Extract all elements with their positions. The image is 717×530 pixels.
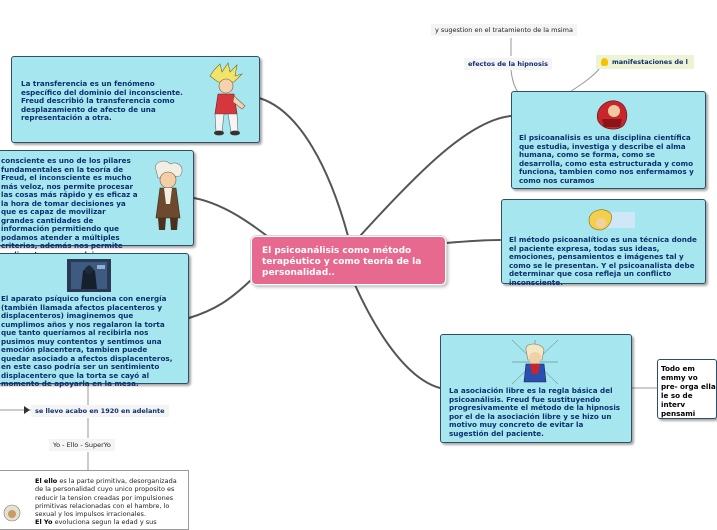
central-topic-text: El psicoanálisis como método terapéutico y como teoría de la personalidad.. bbox=[262, 246, 422, 278]
label-manifestaciones-text: manifestaciones de l bbox=[612, 58, 688, 66]
dark-character-illustration bbox=[67, 259, 111, 292]
yo-term: El Yo bbox=[35, 518, 53, 527]
node-todo-em[interactable] bbox=[657, 359, 717, 419]
arrow-right-icon bbox=[24, 406, 30, 414]
node-metodo-psicoanalitico-text: El método psicoanalítico es una técnica donde el paciente expresa, todas sus ideas, emociones, pensamientos e imágenes tal y como se le presentan. Y el psicoanalista debe determinar que cosa refleja un conflicto inconsciente. bbox=[509, 235, 697, 287]
node-ello-yo[interactable] bbox=[0, 470, 189, 530]
yo-text: evoluciona segun la edad y sus bbox=[52, 518, 157, 527]
lightbulb-icon bbox=[601, 58, 608, 66]
label-sugestion[interactable]: y sugestion en el tratamiento de la msima bbox=[431, 24, 577, 36]
cartoon-character-illustration bbox=[148, 160, 188, 232]
node-aparato-psiquico-text: El aparato psíquico funciona con energía (también llamada afectos placenteros y displacenteros) imaginemos que cumplimos años y nos regalaron la torta que tanto queríamos al recibirla nos pusimos muy contentos y sentimos una emoción placentera, tambien puede quedar asociado a afectos displacenteros, en este caso podría ser un sentimiento displacentero que la torta se cayó al momento de apoyarla en la mesa. bbox=[1, 294, 173, 388]
red-character-illustration bbox=[594, 97, 630, 133]
node-inconsciente-text: consciente es uno de los pilares fundamentales en la teoría de Freud, el inconsciente es mucho más veloz, nos permite procesar las cosas más rápido y es eficaz a la hora de tomar decisiones ya que es capaz de movilizar grandes cantidades de información permitiendo que podamos atender a múltiples criterios, además nos permite bbox=[1, 156, 138, 250]
node-asociacion-libre-text: La asociación libre es la regla básica del psicoanálisis. Freud fue sustituyendo progresivamente el método de la hipnosis por el de la asociación libre y se hizo un motivo muy concreto de evitar la sugestión del paciente. bbox=[449, 386, 621, 438]
small-character-illustration bbox=[1, 502, 23, 520]
spider-character-illustration bbox=[512, 340, 558, 384]
central-topic[interactable] bbox=[251, 236, 446, 285]
node-psicoanalisis-text: El psicoanalisis es una disciplina científica que estudia, investiga y describe el alma humana, como se forma, como se desarrolla, como esta estructurada y como funciona, tambien como nos enfermamos y como nos curamos bbox=[519, 133, 694, 185]
label-efectos-hipnosis[interactable]: efectos de la hipnosis bbox=[464, 58, 552, 70]
label-yo-ello-superyo[interactable]: Yo - Ello - SuperYo bbox=[49, 439, 115, 451]
cartoon-character-illustration bbox=[204, 62, 248, 136]
node-todo-em-text: Todo em emmy vo pre- orga ella le so de interv pensami bbox=[661, 364, 716, 418]
label-manifestaciones[interactable] bbox=[596, 55, 694, 69]
node-transferencia-text: La transferencia es un fenómeno específico del dominio del inconsciente. Freud describió la transferencia como desplazamiento de afecto de una representación a otra. bbox=[21, 79, 183, 122]
ello-text: es la parte primitiva, desorganizada de la personalidad cuyo unico proposito es reducir la tension creadas por impulsiones primitivas relacionadas con el hambre, lo sexual y los impulsos irracionales. bbox=[35, 477, 177, 519]
blonde-character-illustration bbox=[587, 206, 637, 234]
ello-term: El ello bbox=[35, 477, 58, 485]
label-llevo-acabo[interactable]: se llevo acabo en 1920 en adelante bbox=[31, 405, 169, 417]
